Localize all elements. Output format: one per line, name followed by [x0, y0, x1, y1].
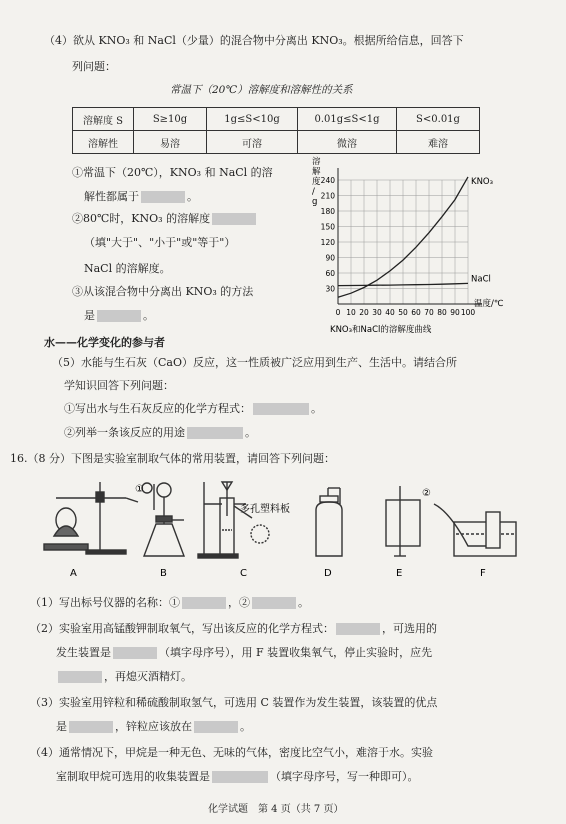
answer-blank[interactable]	[97, 310, 141, 322]
x-tick-label: 20	[359, 308, 369, 317]
table-row	[73, 131, 480, 154]
period: 。	[311, 402, 322, 415]
q4-intro: （4）欲从 KNO₃ 和 NaCl（少量）的混合物中分离出 KNO₃。根据所给信息，回答下	[44, 34, 464, 47]
x-tick-label: 100	[460, 308, 476, 317]
x-axis-label: 温度/℃	[474, 299, 504, 309]
y-tick-label: 240	[320, 176, 335, 185]
q16-2-text-c: 发生装置是	[56, 646, 111, 659]
q16-3-line-a: （3）实验室用锌粒和稀硫酸制取氢气，可选用 C 装置作为发生装置，该装置的优点	[30, 696, 438, 709]
sub2-line-b: （填"大于"、"小于"或"等于"）	[84, 236, 236, 249]
answer-blank[interactable]	[141, 191, 185, 203]
answer-blank[interactable]	[252, 597, 296, 609]
q5-line-a: （5）水能与生石灰（CaO）反应，这一性质被广泛应用到生产、生活中。请结合所	[52, 356, 457, 369]
x-tick-label: 90	[450, 308, 460, 317]
sub1-line-b	[84, 190, 198, 204]
answer-blank[interactable]	[253, 403, 309, 415]
x-tick-label: 10	[346, 308, 356, 317]
apparatus-d	[316, 488, 342, 556]
q16-title: 16.（8 分）下图是实验室制取气体的常用装置，请回答下列问题：	[10, 452, 335, 465]
q16-2-text-b: ，可选用的	[382, 622, 437, 635]
table-row	[73, 108, 480, 131]
table-cell: 溶解度 S	[73, 108, 134, 131]
q16-2-line-c	[56, 670, 192, 684]
solubility-chart	[302, 152, 532, 338]
q16-4-text-b: 室制取甲烷可选用的收集装置是	[56, 770, 210, 783]
answer-blank[interactable]	[212, 213, 256, 225]
answer-blank[interactable]	[212, 771, 268, 783]
y-tick-label: 60	[325, 269, 335, 278]
q16-1-text: （1）写出标号仪器的名称：①	[30, 596, 180, 609]
sub3-text: 是	[84, 309, 95, 322]
period: 。	[298, 596, 309, 609]
y-tick-label: 90	[325, 253, 335, 263]
y-tick-label: 210	[320, 191, 335, 201]
q5-2-text: ②列举一条该反应的用途	[64, 426, 185, 439]
q16-2-line-a	[30, 622, 437, 636]
answer-blank[interactable]	[194, 721, 238, 733]
apparatus-c	[198, 482, 269, 558]
label-f: F	[480, 568, 486, 579]
sub2-text: ②80℃时，KNO₃ 的溶解度	[72, 212, 211, 225]
sub1-line-a: ①常温下（20℃），KNO₃ 和 NaCl 的溶	[72, 166, 273, 179]
x-tick-label: 0	[335, 308, 341, 317]
q16-2-text-e: ，再熄灭酒精灯。	[104, 670, 192, 683]
y-axis-label: 溶解度/ g	[312, 157, 321, 207]
table-cell: 可溶	[207, 131, 298, 154]
x-tick-label: 50	[398, 308, 408, 317]
period: 。	[245, 426, 256, 439]
marker-1: ①	[135, 484, 144, 495]
sub1-text: 解性都属于	[84, 190, 139, 203]
table-cell: 溶解性	[73, 131, 134, 154]
apparatus-e	[386, 486, 420, 556]
answer-blank[interactable]	[336, 623, 380, 635]
q5-line-b: 学知识回答下列问题：	[64, 379, 174, 392]
q5-item-2	[64, 426, 256, 440]
apparatus-a	[44, 482, 138, 554]
answer-blank[interactable]	[187, 427, 243, 439]
period: 。	[187, 190, 198, 203]
series-label: NaCl	[471, 274, 491, 285]
label-e: E	[396, 568, 403, 579]
q16-4-text-c: （填字母序号，写一种即可）。	[270, 770, 419, 783]
table-cell: 易溶	[134, 131, 207, 154]
x-tick-label: 70	[424, 308, 434, 317]
label-d: D	[324, 568, 332, 579]
chart-caption: KNO₃和NaCl的溶解度曲线	[330, 325, 432, 335]
apparatus-b	[142, 483, 184, 556]
sub2-line-a	[72, 212, 258, 226]
sub2-line-c: NaCl 的溶解度。	[84, 262, 171, 275]
marker-2: ②	[422, 488, 431, 499]
q16-3-text-c: ，锌粒应该放在	[115, 720, 192, 733]
q4-intro-2: 列问题：	[72, 60, 116, 73]
table-cell: 微溶	[298, 131, 397, 154]
period: 。	[240, 720, 251, 733]
q16-1	[30, 596, 309, 610]
label-c: C	[240, 568, 247, 579]
label-a: A	[70, 568, 77, 579]
solubility-table	[72, 107, 480, 154]
x-tick-label: 30	[372, 308, 382, 317]
answer-blank[interactable]	[58, 671, 102, 683]
y-tick-label: 180	[320, 207, 335, 216]
q16-2-line-b	[56, 646, 432, 660]
answer-blank[interactable]	[182, 597, 226, 609]
section-water: 水——化学变化的参与者	[44, 336, 165, 349]
y-tick-label: 30	[325, 284, 335, 294]
series-label: KNO₃	[471, 177, 494, 187]
q5-item-1	[64, 402, 322, 416]
porous-plate-note: 多孔塑料板	[240, 504, 290, 515]
apparatus-f	[434, 504, 516, 556]
table-cell: S≥10g	[134, 108, 207, 131]
q16-2-text: （2）实验室用高锰酸钾制取氧气，写出该反应的化学方程式：	[30, 622, 334, 635]
table-cell: S<0.01g	[397, 108, 480, 131]
q16-2-text-d: （填字母序号），用 F 装置收集氧气，停止实验时，应先	[159, 646, 433, 659]
period: 。	[143, 309, 154, 322]
q16-4-line-b	[56, 770, 419, 784]
label-b: B	[160, 568, 167, 579]
q16-1-marker: ②	[239, 596, 250, 609]
sub3-line-a: ③从该混合物中分离出 KNO₃ 的方法	[72, 285, 254, 298]
table-cell: 0.01g≤S<1g	[298, 108, 397, 131]
x-tick-label: 60	[411, 308, 421, 317]
table-title: 常温下（20℃）溶解度和溶解性的关系	[170, 84, 353, 96]
q16-4-line-a: （4）通常情况下，甲烷是一种无色、无味的气体，密度比空气小，难溶于水。实验	[30, 746, 433, 759]
y-tick-label: 120	[320, 238, 335, 247]
x-tick-label: 40	[385, 308, 395, 317]
q16-3-line-b	[56, 720, 251, 734]
answer-blank[interactable]	[113, 647, 157, 659]
apparatus-figure	[34, 476, 534, 588]
q5-1-text: ①写出水与生石灰反应的化学方程式：	[64, 402, 251, 415]
answer-blank[interactable]	[69, 721, 113, 733]
y-tick-label: 150	[320, 222, 335, 232]
table-cell: 难溶	[397, 131, 480, 154]
page-footer: 化学试题 第 4 页（共 7 页）	[208, 804, 344, 815]
sub3-line-b	[84, 309, 154, 323]
comma: ，	[228, 596, 239, 609]
q16-3-text-b: 是	[56, 720, 67, 733]
x-tick-label: 80	[437, 308, 447, 317]
table-cell: 1g≤S<10g	[207, 108, 298, 131]
